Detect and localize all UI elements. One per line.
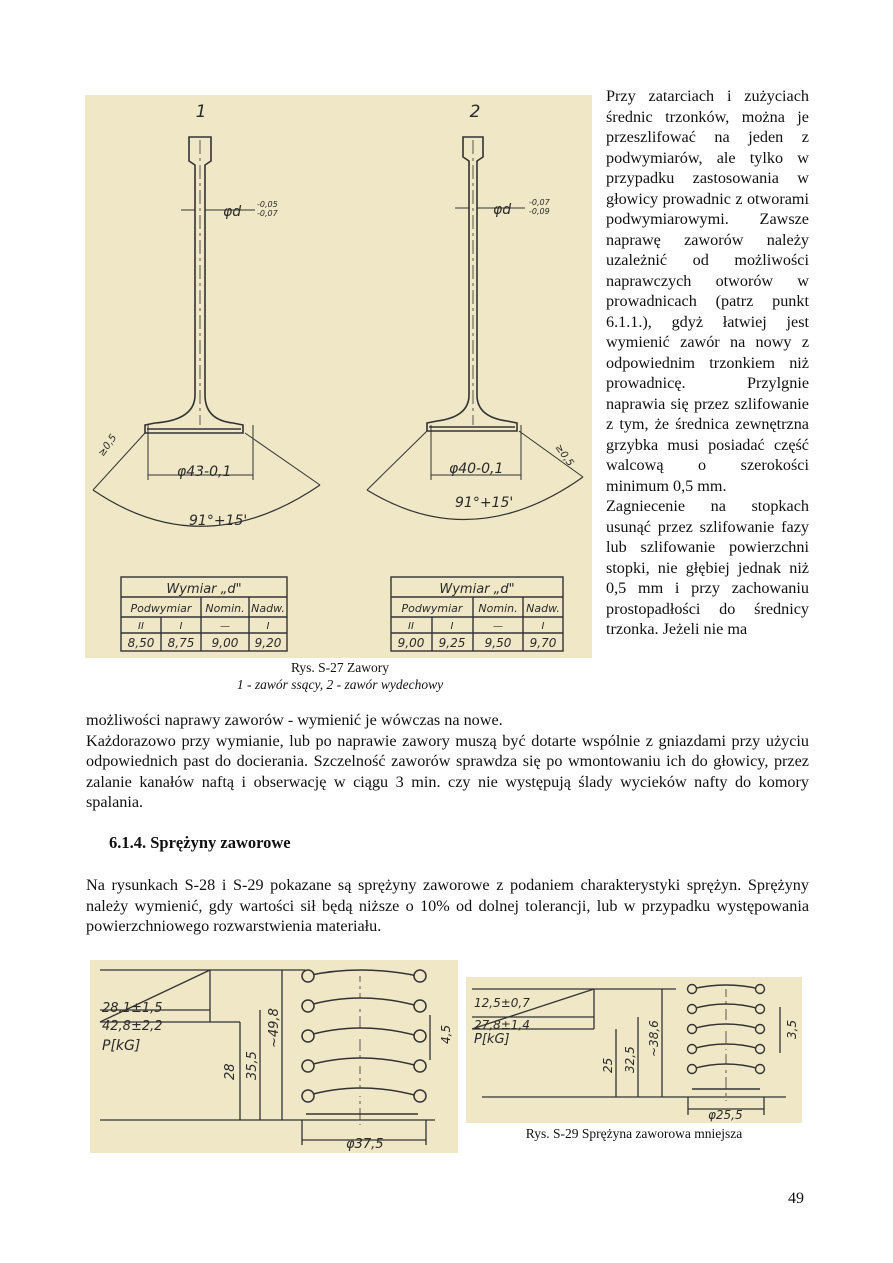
- spring-small-len1: 25: [601, 1057, 615, 1073]
- page-number: 49: [788, 1190, 804, 1207]
- spring-small-force1: 12,5±0,7: [474, 996, 530, 1010]
- spring-large-len2: 35,5: [245, 1051, 260, 1080]
- spring-small-sketch: [466, 977, 802, 1123]
- valves-sketch: [85, 95, 592, 658]
- spring-large-force1: 28,1±1,5: [102, 1001, 163, 1016]
- table2-roman-4: I: [541, 621, 545, 632]
- valve2-stem-tol-lower: -0,09: [529, 207, 550, 216]
- table1-roman-3: —: [220, 621, 230, 632]
- figure-s27-caption: [190, 659, 490, 693]
- paragraph-springs: Na rysunkach S-28 i S-29 pokazane są sprężyny zaworowe z podaniem charakterystyki sprężyn. Sprężyny należy wymienić, gdy wartości sił będą niższe o 10% od dolnej tolerancji, lub w przypadku występowania powierzchniowego rozwarstwienia materiału.: [86, 876, 809, 935]
- table1-header-nomin: Nomin.: [205, 602, 245, 615]
- figure-s27-caption-title: Rys. S-27 Zawory: [290, 660, 390, 675]
- valve1-stem-dim: φd: [223, 204, 242, 220]
- spring-small-unit: P[kG]: [474, 1032, 510, 1047]
- table1-header-nadw: Nadw.: [251, 602, 285, 615]
- valve1-stem-tol-upper: -0,05: [257, 200, 278, 209]
- table2-header-podwymiar: Podwymiar: [401, 602, 463, 615]
- figure-s28-drawing: [90, 960, 458, 1153]
- spring-large-diameter: φ37,5: [346, 1137, 384, 1152]
- table1-roman-1: II: [138, 621, 144, 632]
- spring-small-len2: 32,5: [623, 1046, 637, 1073]
- table2-header-nadw: Nadw.: [526, 602, 560, 615]
- valve2-number: 2: [469, 102, 481, 122]
- table1-roman-4: I: [266, 621, 270, 632]
- valve1-stem-tol-lower: -0,07: [257, 209, 278, 218]
- paragraph-lapping: Każdorazowo przy wymianie, lub po naprawie zawory muszą być dotarte wspólnie z gniazdami przy użyciu odpowiednich past do docierania. Szczelność zaworów sprawdza się po wmontowaniu ich do głowicy, przez zalanie kanałów naftą i obserwację w ciągu 3 min. czy nie występują ślady wycieków nafty do komory spalania.: [86, 731, 809, 811]
- table2-value-2: 9,25: [438, 636, 466, 650]
- valve2-angle: 91°+15': [455, 495, 514, 511]
- table2-roman-1: II: [408, 621, 414, 632]
- table2-roman-3: —: [493, 621, 503, 632]
- valve2-head-dim: φ40-0,1: [449, 461, 504, 477]
- side-column: [606, 86, 809, 640]
- table1-roman-2: I: [179, 621, 183, 632]
- table2-roman-2: I: [450, 621, 454, 632]
- main-text: [86, 710, 809, 813]
- valve1-number: 1: [195, 102, 207, 122]
- spring-small-wire: 3,5: [785, 1019, 799, 1039]
- table1-value-4: 9,20: [254, 636, 282, 650]
- valve1-angle: 91°+15': [189, 513, 248, 529]
- spring-large-sketch: [90, 960, 458, 1153]
- spring-small-len3: ~38,6: [647, 1020, 661, 1057]
- table1-header-podwymiar: Podwymiar: [130, 602, 192, 615]
- side-paragraph-1: Przy zatarciach i zużyciach średnic trzonków, można je przeszlifować na jeden z podwymiarów, ale tylko w przypadku zastosowania w głowicy prowadnic z otworami podwymiarowymi. Zawsze naprawę zaworów należy uzależnić od możliwości naprawczych otworów w prowadnicach (patrz punkt 6.1.1.), gdyż łatwiej jest wymienić zawór na nowy z odpowiednim trzonkiem niż prowadnicę. Przylgnie naprawia się przez szlifowanie z tym, że średnica zewnętrzna grzybka musi posiadać część walcową o szerokości minimum 0,5 mm.: [606, 87, 809, 495]
- spring-large-len1: 28: [223, 1063, 238, 1080]
- side-paragraph-2: Zagniecenie na stopkach usunąć przez szlifowanie fazy lub szlifowanie powierzchni stopki, nie głębiej jednak niż 0,5 mm i przy zachowaniu prostopadłości do średnicy trzonka. Jeżeli nie ma: [606, 497, 809, 638]
- spring-large-len3: ~49,8: [267, 1008, 282, 1048]
- valve2-stem-tol-upper: -0,07: [529, 198, 550, 207]
- valve2-stem-dim: φd: [493, 202, 512, 218]
- valve1-head-dim: φ43-0,1: [177, 464, 232, 480]
- table1-value-2: 8,75: [167, 636, 195, 650]
- table1-value-3: 9,00: [211, 636, 239, 650]
- spring-small-force2: 27,8±1,4: [474, 1018, 530, 1032]
- figure-s29-drawing: [466, 977, 802, 1123]
- section-heading: 6.1.4. Sprężyny zaworowe: [109, 833, 291, 852]
- table2-value-1: 9,00: [397, 636, 425, 650]
- valve2-cyl: ≥0,5: [552, 442, 576, 469]
- spring-large-unit: P[kG]: [102, 1038, 141, 1054]
- figure-s27-drawing: [85, 95, 592, 658]
- paragraph-continuation: możliwości naprawy zaworów - wymienić je wówczas na nowe.: [86, 711, 503, 729]
- spring-large-force2: 42,8±2,2: [102, 1019, 163, 1034]
- valve1-cyl: ≥0,5: [96, 432, 120, 459]
- spring-large-wire: 4,5: [439, 1024, 453, 1044]
- figure-s27-caption-sub: 1 - zawór ssący, 2 - zawór wydechowy: [236, 677, 444, 692]
- figure-s29-caption: Rys. S-29 Sprężyna zaworowa mniejsza: [525, 1126, 743, 1141]
- table2-value-4: 9,70: [529, 636, 557, 650]
- table1-value-1: 8,50: [127, 636, 155, 650]
- spring-small-diameter: φ25,5: [708, 1108, 743, 1122]
- table1-title: Wymiar „d": [166, 582, 242, 597]
- table2-header-nomin: Nomin.: [478, 602, 518, 615]
- table2-title: Wymiar „d": [439, 582, 515, 597]
- table2-value-3: 9,50: [484, 636, 512, 650]
